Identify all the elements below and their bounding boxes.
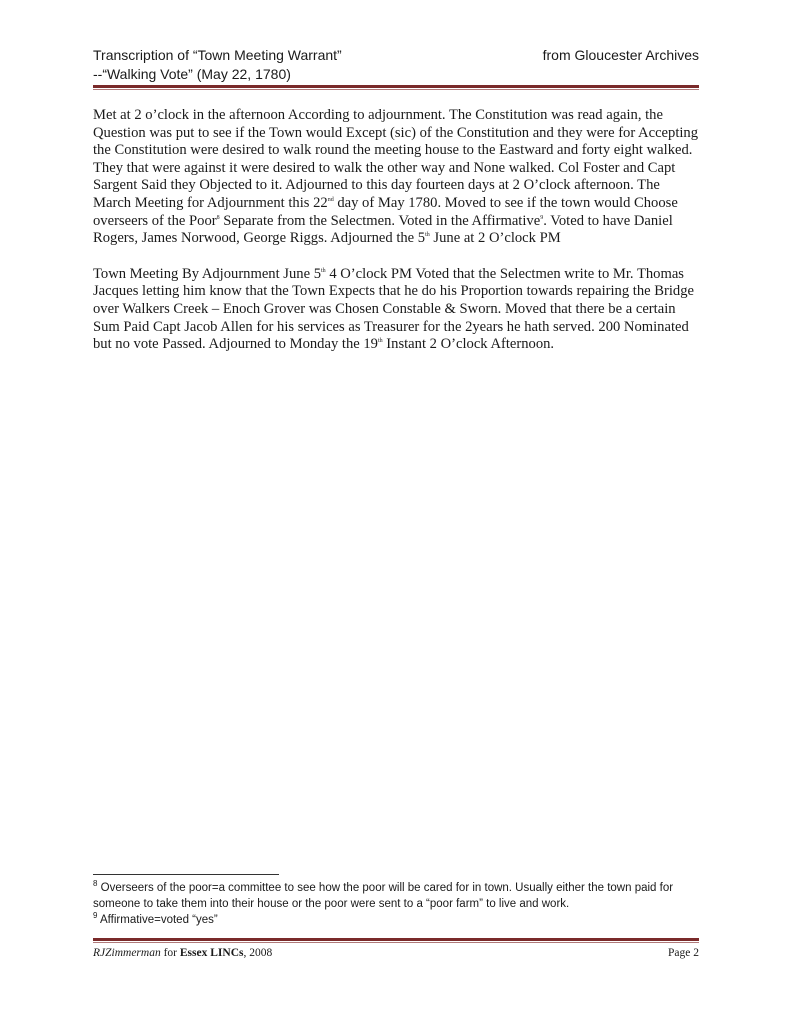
p1-sup-th: th (425, 232, 430, 239)
document-body (93, 107, 699, 372)
footnote-9 (93, 912, 699, 928)
footnote-ref-9[interactable]: 9 (540, 214, 544, 221)
header-title (93, 46, 473, 84)
header-title-line1: Transcription of “Town Meeting Warrant” (93, 47, 342, 63)
p2-text-a: Town Meeting By Adjournment June 5 (93, 265, 321, 282)
footnote-ref-8[interactable]: 8 (216, 214, 220, 221)
paragraph-2 (93, 266, 699, 354)
footnote-8-mark: 8 (93, 879, 98, 889)
p1-text-d: . Voted to have Daniel Rogers, James Norwood, George Riggs. Adjourned the 5 (93, 212, 673, 247)
footer-for: for (160, 947, 180, 959)
p1-text-b: day of May 1780. Moved to see if the town would Choose overseers of the Poor (93, 194, 678, 229)
footer-year: , 2008 (243, 947, 273, 959)
footnote-8-text: Overseers of the poor=a committee to see how the poor will be cared for in town. Usually either the town paid for someone to take them into their house or the poor were sent to a “poor farm” to live and work. (93, 882, 674, 910)
p2-sup-th2: th (377, 338, 383, 345)
footer-rule-thin (93, 942, 699, 943)
p1-sup-nd: nd (327, 197, 334, 204)
p2-sup-th1: th (321, 267, 326, 274)
footnote-separator (93, 874, 279, 875)
p1-text-a: Met at 2 o’clock in the afternoon According to adjournment. The Constitution was read again, the Question was put to see if the Town would Except (sic) of the Constitution and they were for Accepting the Constitution were desired to walk round the meeting house to the Eastward and forty eight walked. They that were against it were desired to walk the other way and None walked. Col Foster and Capt Sargent Said they Objected to it. Adjourned to this day fourteen days at 2 O’clock afternoon. The March Meeting for Adjournment this 22 (93, 107, 699, 211)
page-number: Page 2 (668, 947, 699, 959)
footnote-8 (93, 880, 699, 912)
header-title-line2: --“Walking Vote” (May 22, 1780) (93, 66, 291, 82)
footnotes (93, 880, 699, 928)
footnote-9-text: Affirmative=voted “yes” (97, 914, 218, 926)
p2-text-b: 4 O’clock PM Voted that the Selectmen write to Mr. Thomas Jacques letting him know that the Town Expects that he do his Proportion towards repairing the Bridge over Walkers Creek – Enoch Grover was Chosen Constable & Sworn. Moved that there be a certain Sum Paid Capt Jacob Allen for his services as Treasurer for the 2years he hath served. 200 Nominated but no vote Passed. Adjourned to Monday the 19 (93, 265, 694, 353)
paragraph-1 (93, 107, 699, 248)
footer-org: Essex LINCs (179, 947, 244, 959)
header-source: from Gloucester Archives (542, 47, 699, 63)
header-rule-thin (93, 89, 699, 90)
footer-rule (93, 938, 699, 941)
header-rule (93, 85, 699, 88)
footer-credit (93, 946, 272, 961)
footer-author: RJZimmerman (93, 947, 161, 959)
p1-text-c: Separate from the Selectmen. Voted in the Affirmative (219, 212, 541, 229)
footnote-9-mark: 9 (93, 911, 98, 921)
p1-text-e: June at 2 O’clock PM (429, 230, 561, 247)
p2-text-c: Instant 2 O’clock Afternoon. (382, 336, 555, 353)
